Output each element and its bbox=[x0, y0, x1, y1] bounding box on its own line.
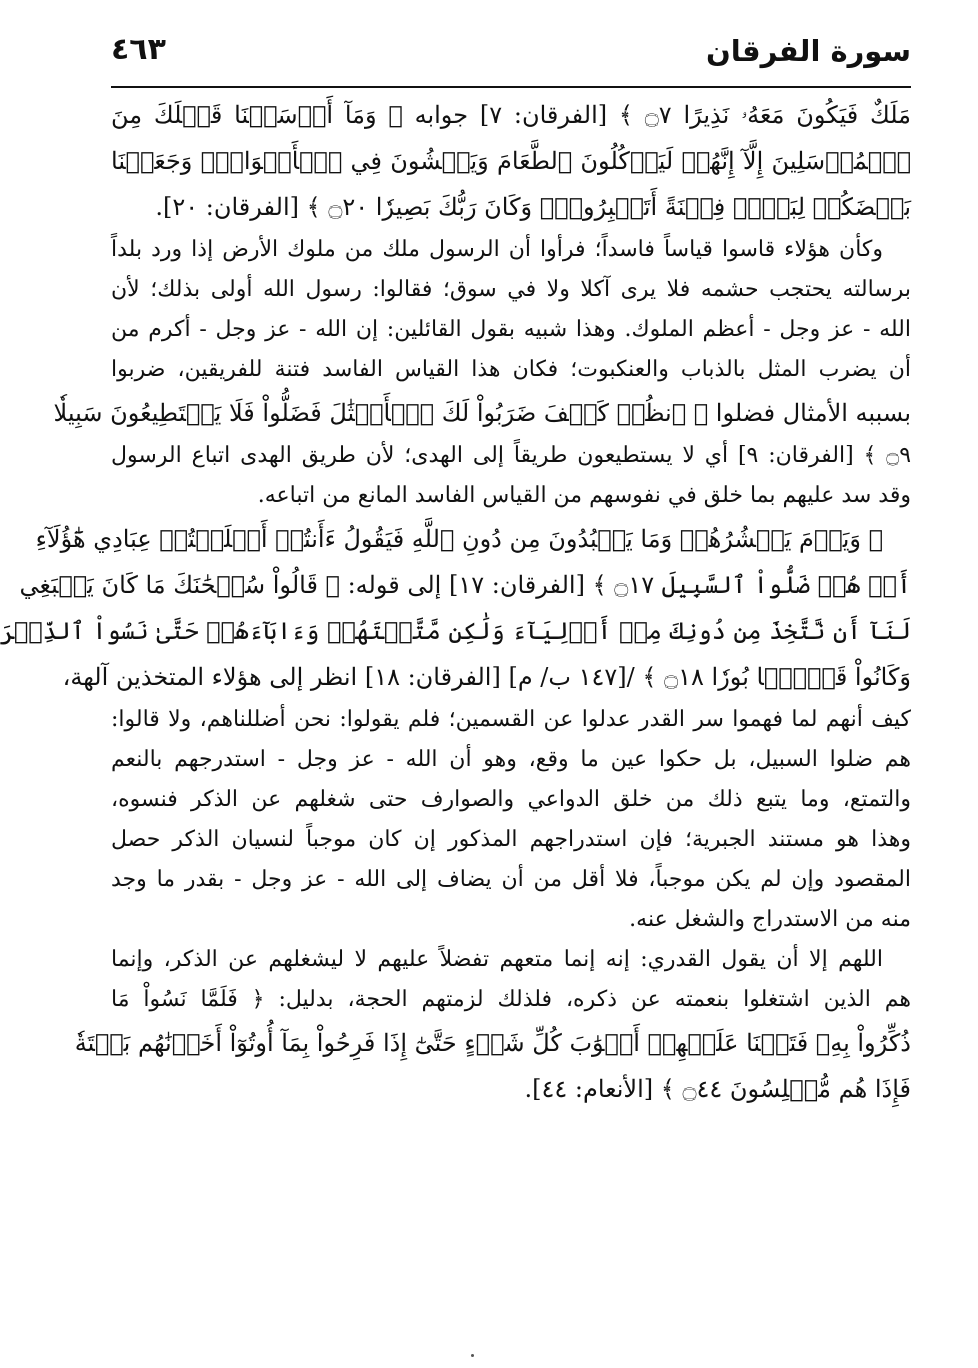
text-line: أَمۡ هُمۡ ضَلُّواْ ٱلسَّبِيلَ ۝١٧ ﴾ [الفرقان: ١٧] إلى قوله: ﴿ قَالُواْ سُبۡحَٰنَكَ مَا كَانَ يَنۢبَغِي bbox=[19, 571, 911, 599]
text-line: كيف أنهم لما فهموا سر القدر عدلوا عن القسمين؛ فلم يقولوا: نحن أضللناهم، ولا قالوا: bbox=[111, 707, 911, 732]
text-line: هم الذين اشتغلوا بنعمته عن ذكره، فلذلك لزمتهم الحجة، بدليل: ﴿ فَلَمَّا نَسُواْ مَا bbox=[111, 987, 911, 1012]
surah-title: سورة الفرقان bbox=[706, 34, 911, 68]
text-line: وكأن هؤلاء قاسوا قياساً فاسداً؛ فرأوا أن الرسول ملك من ملوك الأرض إذا ورد بلداً bbox=[111, 237, 883, 262]
text-line: مَلَكٌ فَيَكُونَ مَعَهُۥ نَذِيرًا ۝٧ ﴾ [الفرقان: ٧] جوابه ﴿ وَمَآ أَرۡسَلۡنَا قَبۡلَكَ مِنَ bbox=[111, 101, 912, 129]
text-line: وقد سد عليهم بما خلق في نفوسهم من القياس الفاسد المانع من اتباعه. bbox=[257, 483, 911, 508]
page-header bbox=[111, 26, 911, 82]
text-line: اللهم إلا أن يقول القدري: إنه إنما متعهم تفضلاً عليهم لا ليشغلهم عن الذكر، وإنما bbox=[111, 947, 883, 972]
text-line: ۝٩ ﴾ [الفرقان: ٩] أي لا يستطيعون طريقاً إلى الهدى؛ لأن طريق الهدى اتباع الرسول bbox=[111, 443, 912, 468]
header-divider bbox=[111, 86, 911, 88]
text-line: وهذا هو مستند الجبرية؛ فإن استدراجهم المذكور إن كان موجباً لنسيان الذكر حصل bbox=[111, 827, 911, 852]
text-line: ٱلۡمُرۡسَلِينَ إِلَّآ إِنَّهُمۡ لَيَأۡكُلُونَ ٱلطَّعَامَ وَيَمۡشُونَ فِي ٱلۡأَسۡوَاقِۗ وَجَعَلۡنَا bbox=[111, 147, 911, 175]
text-line: والتمتع، وما يتبع ذلك من خلق الدواعي والصوارف حتى شغلهم عن الذكر فنسوه، bbox=[111, 787, 911, 812]
text-line: فَإِذَا هُم مُّبۡلِسُونَ ۝٤٤ ﴾ [الأنعام: ٤٤]. bbox=[524, 1075, 911, 1103]
text-line: المقصود وإن لم يكن موجباً، فلا أقل من أن يضاف إلى الله - عز وجل - بقدر ما وجد bbox=[111, 867, 911, 892]
text-line: ذُكِّرُواْ بِهِۦ فَتَحۡنَا عَلَيۡهِمۡ أَبۡوَٰبَ كُلِّ شَيۡءٍ حَتَّىٰٓ إِذَا فَرِحُواْ بِمَآ أُوتُوٓاْ أَخَذۡنَٰهُم بَغۡتَةٗ bbox=[74, 1029, 911, 1057]
text-line: ﴿ وَيَوۡمَ يَحۡشُرُهُمۡ وَمَا يَعۡبُدُونَ مِن دُونِ ٱللَّهِ فَيَقُولُ ءَأَنتُمۡ أَضۡلَلۡتُمۡ عِبَادِي هَٰٓؤُلَآءِ bbox=[35, 525, 883, 553]
text-line: الله - عز وجل - أعظم الملوك. وهذا شبيه بقول القائلين: إن الله - عز وجل - أكرم من bbox=[111, 317, 911, 342]
body-text bbox=[0, 92, 912, 1112]
text-line: أن يضرب المثل بالذباب والعنكبوت؛ فكان هذا القياس الفاسد فتنة للفريقين، ضربوا bbox=[111, 357, 911, 382]
text-line: بَعۡضَكُمۡ لِبَعۡضٖ فِتۡنَةً أَتَصۡبِرُونَۗ وَكَانَ رَبُّكَ بَصِيرٗا ۝٢٠ ﴾ [الفرقان: ٢٠]. bbox=[155, 193, 911, 221]
text-line: وَكَانُواْ قَوۡمَۢا بُورٗا ۝١٨ ﴾ /[١٤٧ ب/ م] [الفرقان: ١٨] انظر إلى هؤلاء المتخذين آلهة، bbox=[62, 663, 911, 691]
page-number: ٤٦٣ bbox=[111, 32, 166, 67]
text-line: برسالته يحتجب حشمه فلا يرى آكلا ولا في سوق؛ فقالوا: رسول الله أولى بذلك؛ لأن bbox=[111, 277, 911, 302]
text-line: لَنَآ أَن نَّتَّخِذَ مِن دُونِكَ مِنۡ أَوۡلِيَآءَ وَلَٰكِن مَّتَّعۡتَهُمۡ وَءَابَآءَهُمۡ حَتَّىٰ نَسُواْ ٱلذِّكۡرَ bbox=[0, 617, 911, 645]
scan-speck bbox=[471, 1354, 474, 1357]
text-line: هم ضلوا السبيل، بل حكوا عين ما وقع، وهو أن الله - عز وجل - استدرجهم بالنعم bbox=[111, 747, 911, 772]
text-line: بسببه الأمثال فضلوا ﴿ ٱنظُرۡ كَيۡفَ ضَرَبُواْ لَكَ ٱلۡأَمۡثَٰلَ فَضَلُّواْ فَلَا يَسۡتَطِيعُونَ سَبِيلٗا bbox=[53, 399, 911, 427]
text-line: منه من الاستدراج والشغل عنه. bbox=[629, 907, 911, 932]
